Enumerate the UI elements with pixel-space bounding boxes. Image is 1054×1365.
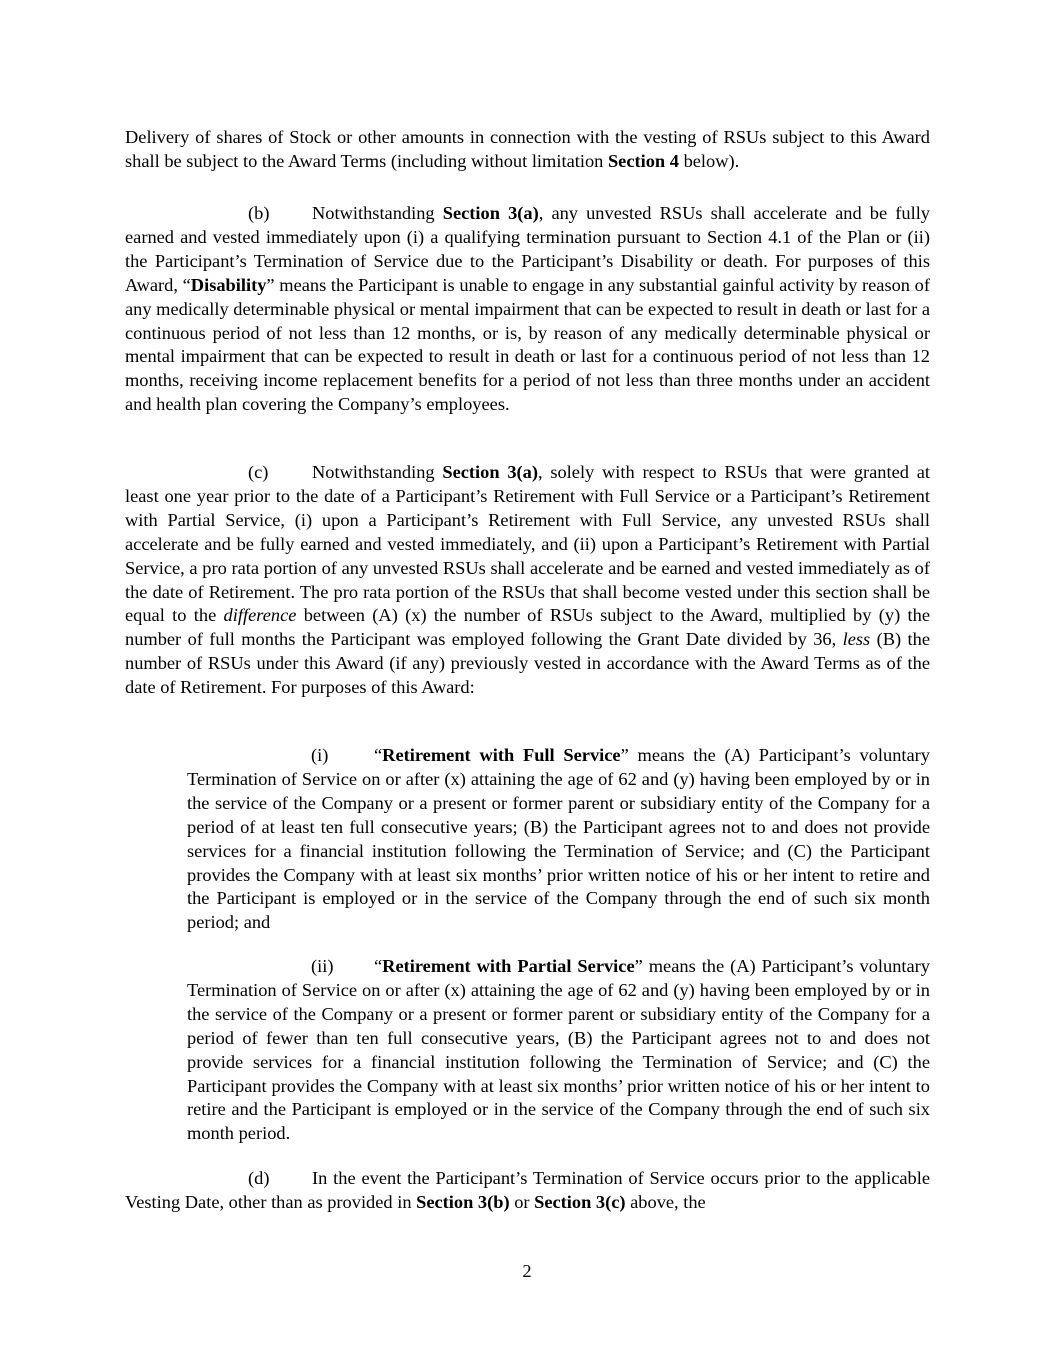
paragraph-c [125, 461, 930, 700]
text: Notwithstanding [312, 462, 443, 482]
text: or [509, 1191, 535, 1212]
paragraph-b [125, 202, 930, 417]
page-number: 2 [522, 1261, 532, 1281]
paragraph-label: (c) [248, 462, 269, 482]
text: Notwithstanding [312, 203, 443, 223]
paragraph-d [125, 1167, 930, 1215]
paragraph-label: (b) [248, 203, 270, 223]
text: ” means the Participant is unable to engage in any substantial gainful activity by reason of any medically determinable physical or mental impairment that can be expected to result in death or last for a continuous period of not less than 12 months, or is, by reason of any medically determinable physical or mental impairment that can be expected to result in death or last for a continuous period of not less than 12 months, receiving income replacement benefits for a period of not less than three months under an accident and health plan covering the Company’s employees. [125, 274, 930, 415]
section-ref: Section 4 [607, 150, 679, 171]
defined-term: Disability [190, 274, 267, 295]
section-ref: Section 3(a) [442, 203, 539, 223]
defined-term: Retirement with Full Service [382, 745, 621, 765]
text: Delivery of shares of Stock or other amounts in connection with the vesting of RSUs subject to this Award shall be subject to the Award Terms (including without limitation [125, 127, 930, 171]
emphasis: difference [223, 605, 297, 626]
text: ” means the (A) Participant’s voluntary Termination of Service on or after (x) attaining the age of 62 and (y) having been employed by or in the service of the Company or a present or former parent or subsidiary entity of the Company for a period of fewer than ten full consecutive years, (B) the Participant agrees not to and does not provide services for a financial institution following the Termination of Service; and (C) the Participant provides the Company with at least six months’ prior written notice of his or her intent to retire and the Participant is employed or in the service of the Company through the end of such six month period. [187, 956, 930, 1144]
text: , any unvested RSUs shall accelerate and be fully earned and vested immediately upon (i) a qualifying termination pursuant to Section 4.1 of the Plan or (ii) the Participant’s Termination of Service due to the Participant’s Disability or death. For purposes of this Award, “ [125, 203, 931, 295]
section-ref: Section 3(a) [442, 462, 538, 482]
emphasis: less [842, 629, 871, 650]
text: (B) the number of RSUs under this Award (if any) previously vested in accordance with the Award Terms as of the date of Retirement. For purposes of this Award: [125, 629, 930, 698]
text: ” means the (A) Participant’s voluntary Termination of Service on or after (x) attaining the age of 62 and (y) having been employed by or in the service of the Company or a present or former parent or subsidiary entity of the Company for a period of at least ten full consecutive years; (B) the Participant agrees not to and does not provide services for a financial institution following the Termination of Service; and (C) the Participant provides the Company with at least six months’ prior written notice of his or her intent to retire and the Participant is employed or in the service of the Company through the end of such six month period; and [187, 745, 930, 933]
paragraph-ii [187, 955, 930, 1146]
text: In the event the Participant’s Termination of Service occurs prior to the applicable Vesting Date, other than as provided in [125, 1168, 930, 1212]
paragraph-label: (ii) [311, 956, 334, 976]
section-ref: Section 3(b) [416, 1191, 510, 1212]
text: between (A) (x) the number of RSUs subject to the Award, multiplied by (y) the number of full months the Participant was employed following the Grant Date divided by 36, [125, 605, 930, 650]
paragraph-label: (d) [248, 1168, 270, 1188]
text: “ [374, 956, 383, 976]
text: below). [678, 150, 740, 171]
text: , solely with respect to RSUs that were granted at least one year prior to the date of a Participant’s Retirement with Full Service or a Participant’s Retirement with Partial Service, (i) upon a Participant’s Retirement with Full Service, any unvested RSUs shall accelerate and be fully earned and vested immediately, and (ii) upon a Participant’s Retirement with Partial Service, a pro rata portion of any unvested RSUs shall accelerate and be earned and vested immediately as of the date of Retirement. The pro rata portion of the RSUs that shall become vested under this section shall be equal to the [125, 462, 930, 626]
paragraph-label: (i) [311, 745, 329, 765]
paragraph-delivery [125, 126, 930, 174]
defined-term: Retirement with Partial Service [382, 956, 635, 976]
paragraph-i [187, 744, 930, 935]
section-ref: Section 3(c) [534, 1191, 626, 1212]
text: above, the [625, 1191, 706, 1212]
text: “ [374, 745, 383, 765]
